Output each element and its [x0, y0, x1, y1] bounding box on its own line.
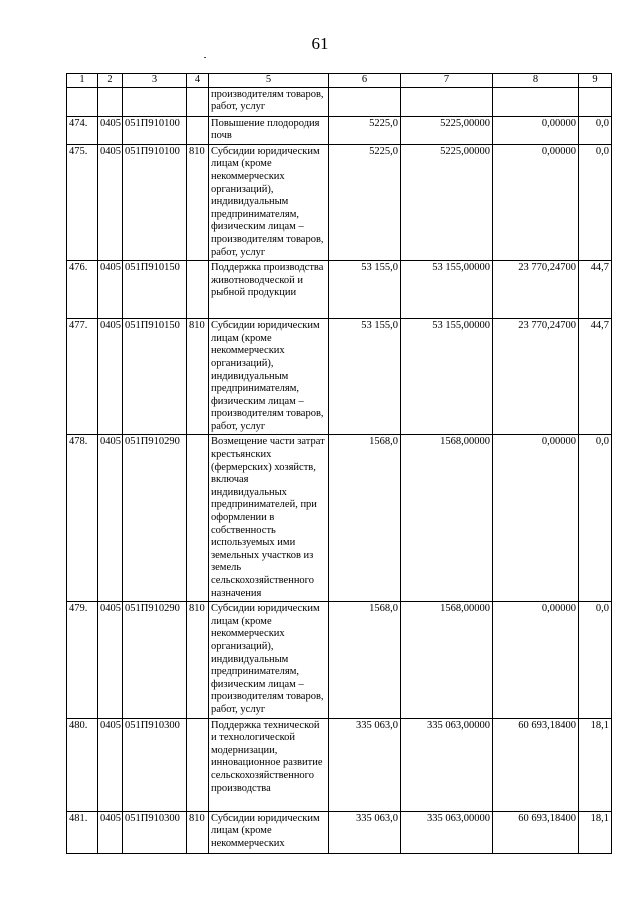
- item-name: Поддержка технической и технологической модернизации, инновационное развитие сельскохозяйственного производства: [209, 718, 329, 811]
- table-row: [67, 602, 612, 718]
- executed-amount: 0,00000: [493, 602, 579, 718]
- column-header: 1: [67, 74, 98, 88]
- refined-amount: 5225,00000: [401, 116, 493, 144]
- expense-type: 810: [187, 811, 209, 853]
- item-name: Поддержка производства животноводческой и рыбной продукции: [209, 261, 329, 319]
- table-row: [67, 87, 612, 116]
- target-code: [123, 87, 187, 116]
- expense-type: 810: [187, 144, 209, 260]
- section-code: [98, 87, 123, 116]
- executed-amount: 23 770,24700: [493, 319, 579, 435]
- table-row: [67, 811, 612, 853]
- plan-amount: 335 063,0: [329, 811, 401, 853]
- scan-speck: [204, 57, 206, 58]
- column-header: 8: [493, 74, 579, 88]
- target-code: 051П910290: [123, 602, 187, 718]
- table-row: [67, 144, 612, 260]
- target-code: 051П910300: [123, 811, 187, 853]
- item-name: Субсидии юридическим лицам (кроме некоммерческих: [209, 811, 329, 853]
- percent-executed: 0,0: [579, 435, 612, 602]
- target-code: 051П910100: [123, 144, 187, 260]
- refined-amount: 53 155,00000: [401, 261, 493, 319]
- refined-amount: 1568,00000: [401, 602, 493, 718]
- section-code: 0405: [98, 261, 123, 319]
- table-row: [67, 319, 612, 435]
- expense-type: [187, 87, 209, 116]
- row-number: 478.: [67, 435, 98, 602]
- table-row: [67, 261, 612, 319]
- table-row: [67, 718, 612, 811]
- percent-executed: 0,0: [579, 116, 612, 144]
- header-row: [67, 74, 612, 88]
- row-number: 475.: [67, 144, 98, 260]
- section-code: 0405: [98, 602, 123, 718]
- plan-amount: 53 155,0: [329, 261, 401, 319]
- refined-amount: [401, 87, 493, 116]
- refined-amount: 335 063,00000: [401, 718, 493, 811]
- executed-amount: 60 693,18400: [493, 718, 579, 811]
- plan-amount: 5225,0: [329, 144, 401, 260]
- column-header: 6: [329, 74, 401, 88]
- row-number: 480.: [67, 718, 98, 811]
- plan-amount: 1568,0: [329, 602, 401, 718]
- item-name: Возмещение части затрат крестьянских (фермерских) хозяйств, включая индивидуальных предпринимателей, при оформлении в собственность используемых ими земельных участков из земель сельскохозяйственного назначения: [209, 435, 329, 602]
- target-code: 051П910300: [123, 718, 187, 811]
- expense-type: [187, 261, 209, 319]
- item-name: Повышение плодородия почв: [209, 116, 329, 144]
- expense-type: 810: [187, 319, 209, 435]
- percent-executed: 18,1: [579, 718, 612, 811]
- percent-executed: 18,1: [579, 811, 612, 853]
- section-code: 0405: [98, 319, 123, 435]
- column-header: 4: [187, 74, 209, 88]
- section-code: 0405: [98, 435, 123, 602]
- percent-executed: 0,0: [579, 144, 612, 260]
- expense-type: 810: [187, 602, 209, 718]
- target-code: 051П910150: [123, 261, 187, 319]
- column-header: 5: [209, 74, 329, 88]
- section-code: 0405: [98, 811, 123, 853]
- row-number: 476.: [67, 261, 98, 319]
- row-number: 481.: [67, 811, 98, 853]
- expense-type: [187, 435, 209, 602]
- item-name: Субсидии юридическим лицам (кроме некоммерческих организаций), индивидуальным предпринимателям, физическим лицам – производителям товаров, работ, услуг: [209, 144, 329, 260]
- target-code: 051П910150: [123, 319, 187, 435]
- expense-type: [187, 116, 209, 144]
- item-name: Субсидии юридическим лицам (кроме некоммерческих организаций), индивидуальным предпринимателям, физическим лицам – производителям товаров, работ, услуг: [209, 602, 329, 718]
- column-header: 2: [98, 74, 123, 88]
- executed-amount: 0,00000: [493, 116, 579, 144]
- expense-type: [187, 718, 209, 811]
- refined-amount: 335 063,00000: [401, 811, 493, 853]
- executed-amount: 0,00000: [493, 435, 579, 602]
- target-code: 051П910100: [123, 116, 187, 144]
- section-code: 0405: [98, 144, 123, 260]
- row-number: [67, 87, 98, 116]
- plan-amount: 5225,0: [329, 116, 401, 144]
- section-code: 0405: [98, 116, 123, 144]
- executed-amount: 0,00000: [493, 144, 579, 260]
- percent-executed: 44,7: [579, 261, 612, 319]
- budget-table: [66, 73, 612, 854]
- plan-amount: 1568,0: [329, 435, 401, 602]
- row-number: 474.: [67, 116, 98, 144]
- table-row: [67, 435, 612, 602]
- page-number: 61: [311, 34, 329, 53]
- row-number: 479.: [67, 602, 98, 718]
- percent-executed: 0,0: [579, 602, 612, 718]
- row-number: 477.: [67, 319, 98, 435]
- percent-executed: 44,7: [579, 319, 612, 435]
- column-header: 9: [579, 74, 612, 88]
- executed-amount: 23 770,24700: [493, 261, 579, 319]
- refined-amount: 53 155,00000: [401, 319, 493, 435]
- plan-amount: [329, 87, 401, 116]
- table-row: [67, 116, 612, 144]
- refined-amount: 5225,00000: [401, 144, 493, 260]
- section-code: 0405: [98, 718, 123, 811]
- column-header: 7: [401, 74, 493, 88]
- percent-executed: [579, 87, 612, 116]
- plan-amount: 335 063,0: [329, 718, 401, 811]
- plan-amount: 53 155,0: [329, 319, 401, 435]
- target-code: 051П910290: [123, 435, 187, 602]
- executed-amount: [493, 87, 579, 116]
- item-name: Субсидии юридическим лицам (кроме некоммерческих организаций), индивидуальным предпринимателям, физическим лицам – производителям товаров, работ, услуг: [209, 319, 329, 435]
- column-header: 3: [123, 74, 187, 88]
- executed-amount: 60 693,18400: [493, 811, 579, 853]
- item-name: производителям товаров, работ, услуг: [209, 87, 329, 116]
- refined-amount: 1568,00000: [401, 435, 493, 602]
